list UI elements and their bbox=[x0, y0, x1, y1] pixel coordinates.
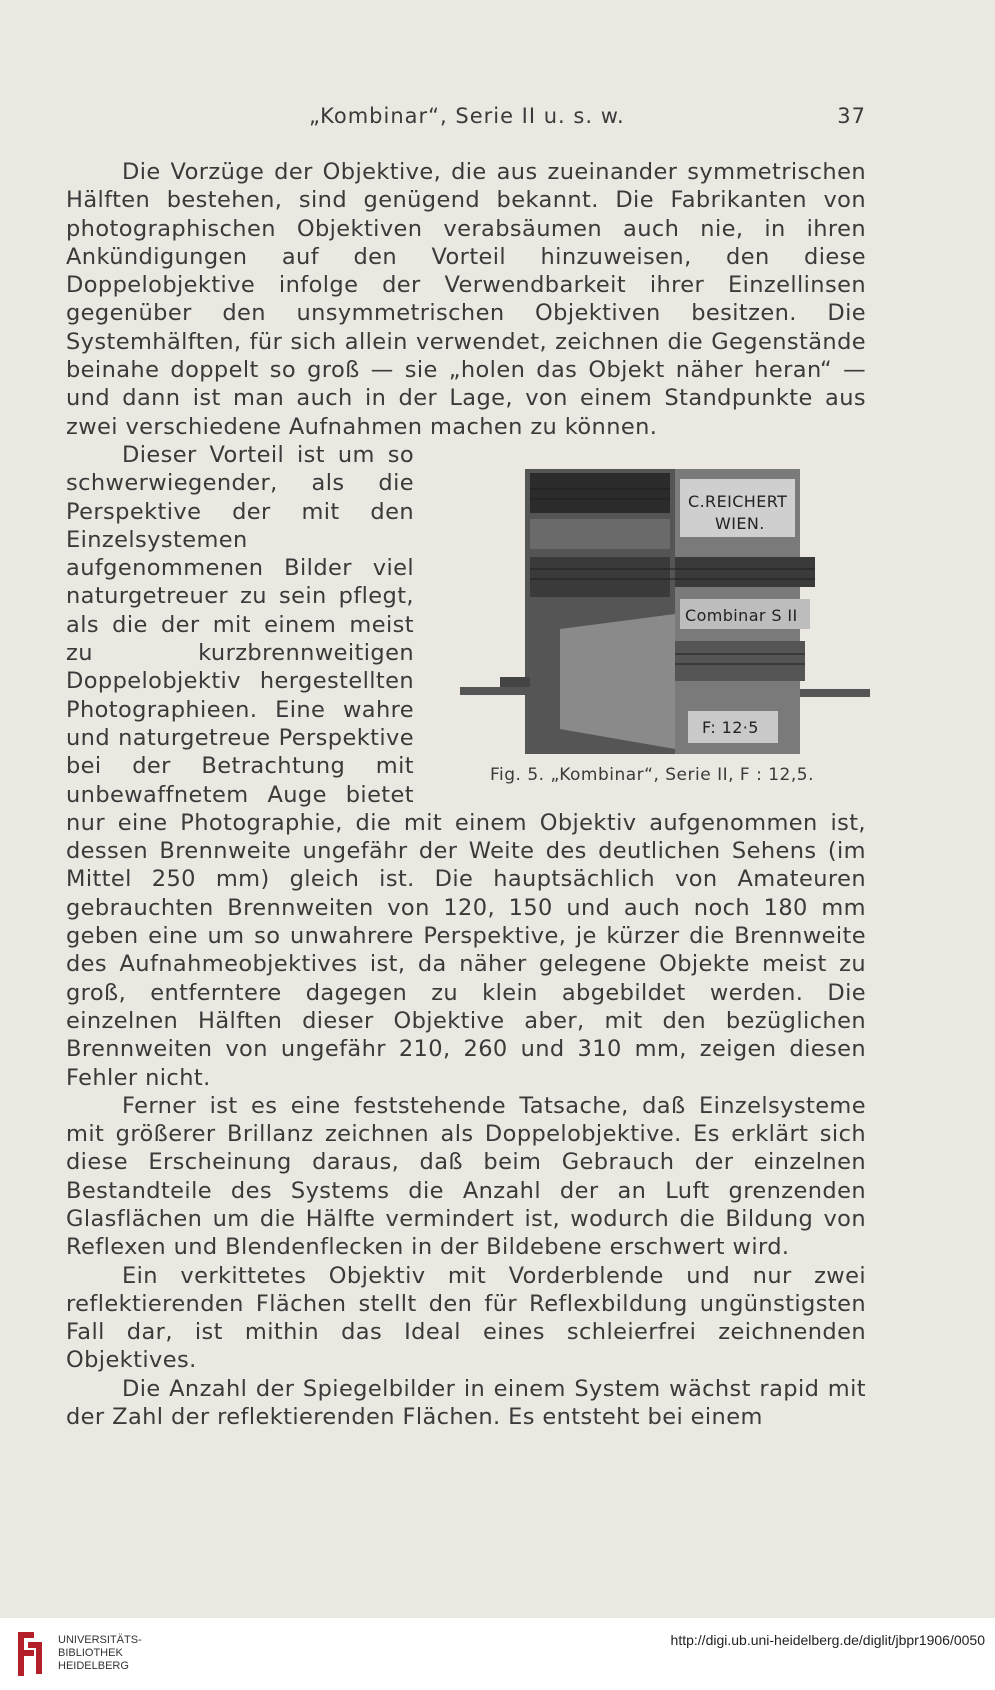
permalink-url[interactable]: http://digi.ub.uni-heidelberg.de/diglit/jbpr1906/0050 bbox=[670, 1632, 985, 1648]
library-logo-icon[interactable] bbox=[10, 1628, 50, 1680]
page-number: 37 bbox=[837, 104, 866, 128]
body-text bbox=[66, 158, 866, 1431]
paragraph-2: Dieser Vorteil ist um so schwerwiegender, als die Perspektive der mit den Einzelsystemen aufgenommenen Bilder viel naturgetreuer zu sein pflegt, als die der mit einem meist zu kurzbrennweitigen Doppelobjektiv hergestellten Photographieen. Eine wahre und naturgetreue Perspektive bei der Betrachtung mit unbewaffnetem Auge bietet nur eine Photographie, die mit einem Objektiv aufgenommen ist, dessen Brennweite ungefähr der Weite des deutlichen Sehens (im Mittel 250 mm) gleich ist. Die hauptsächlich von Amateuren gebrauchten Brennweiten von 120, 150 und auch noch 180 mm geben eine um so unwahrere Perspektive, je kürzer die Brennweite des Aufnahmeobjektives ist, da näher gelegene Objekte meist zu groß, entferntere dagegen zu klein abgebildet werden. Die einzelnen Hälften dieser Objektive aber, mit den bezüglichen Brennweiten von ungefähr 210, 260 und 310 mm, zeigen diesen Fehler nicht. bbox=[66, 441, 866, 1091]
engraving-city: WIEN. bbox=[715, 513, 765, 533]
figure-caption: Fig. 5. „Kombinar“, Serie II, F : 12,5. bbox=[490, 764, 814, 785]
footer-bar bbox=[0, 1618, 995, 1690]
library-name bbox=[58, 1634, 142, 1673]
paragraph-3: Ferner ist es eine feststehende Tatsache, daß Einzelsysteme mit größerer Brillanz zeichnen als Doppelobjektive. Es erklärt sich diese Erscheinung daraus, daß beim Gebrauch der einzelnen Bestandteile des Systems die Anzahl der an Luft grenzenden Glasflächen um die Hälfte vermindert ist, wodurch die Bildung von Reflexen und Blendenflecken in der Bildebene erschwert wird. bbox=[66, 1092, 866, 1261]
paragraph-4: Ein verkittetes Objektiv mit Vorderblende und nur zwei reflektierenden Flächen stellt den für Reflexbildung ungünstigsten Fall dar, ist mithin das Ideal eines schleierfrei zeichnenden Objektives. bbox=[66, 1262, 866, 1374]
engraving-aperture: F: 12·5 bbox=[702, 717, 759, 737]
running-title: „Kombinar“, Serie II u. s. w. bbox=[309, 104, 625, 128]
lens-engraving bbox=[430, 449, 900, 759]
paragraph-5: Die Anzahl der Spiegelbilder in einem System wächst rapid mit der Zahl der reflektierenden Flächen. Es entsteht bei einem bbox=[66, 1375, 866, 1431]
lens-cone bbox=[560, 614, 675, 749]
library-line-3: HEIDELBERG bbox=[58, 1660, 129, 1672]
figure-lens bbox=[430, 449, 900, 793]
engraving-maker: C.REICHERT bbox=[688, 491, 788, 511]
engraving-model: Combinar S II bbox=[685, 605, 798, 625]
library-line-2: BIBLIOTHEK bbox=[58, 1647, 123, 1659]
paragraph-1: Die Vorzüge der Objektive, die aus zueinander symmetrischen Hälften bestehen, sind genügend bekannt. Die Fabrikanten von photographischen Objektiven verabsäumen auch nie, in ihren Ankündigungen auf den Vorteil hinzuweisen, den diese Doppelobjektive infolge der Verwendbarkeit ihrer Einzellinsen gegenüber den unsymmetrischen Objektiven besitzen. Die Systemhälften, für sich allein verwendet, zeichnen die Gegenstände beinahe doppelt so groß — sie „holen das Objekt näher heran“ — und dann ist man auch in der Lage, von einem Standpunkte aus zwei verschiedene Aufnahmen machen zu können. bbox=[66, 159, 866, 440]
library-line-1: UNIVERSITÄTS- bbox=[58, 1634, 142, 1646]
